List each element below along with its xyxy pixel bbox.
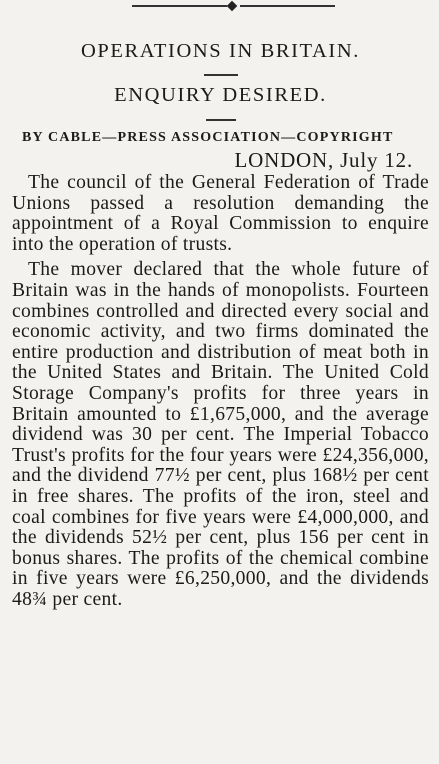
divider-ornament-icon bbox=[227, 1, 238, 12]
article-paragraph-2: The mover declared that the whole future of Britain was in the hands of monopolists. Fourteen combines controlled and directed every social and economic activity, and two firms dominated the entire production and distribution of meat both in the United States and Britain. The United Cold Storage Company's profits for three years in Britain amounted to £1,675,000, and the average dividend was 30 per cent. The Imperial Tobacco Trust's profits for the four years were £24,356,000, and the dividend 77½ per cent, plus 168½ per cent in free shares. The profits of the iron, steel and coal combines for five years were £4,000,000, and the dividends 52½ per cent, plus 156 per cent in bonus shares. The profits of the chemical combine in five years were £6,250,000, and the dividends 48¾ per cent. bbox=[12, 259, 429, 610]
divider-line-left bbox=[132, 5, 227, 7]
headline-divider bbox=[204, 74, 238, 76]
ornamental-divider bbox=[12, 0, 429, 14]
subheadline: ENQUIRY DESIRED. bbox=[114, 84, 327, 106]
subheadline-divider bbox=[206, 119, 236, 121]
byline: BY CABLE—PRESS ASSOCIATION—COPYRIGHT bbox=[22, 130, 394, 145]
divider-line-right bbox=[240, 5, 335, 7]
headline: OPERATIONS IN BRITAIN. bbox=[81, 40, 360, 62]
dateline: LONDON, July 12. bbox=[234, 148, 413, 172]
article-paragraph-1: The council of the General Federation of Trade Unions passed a resolution demanding the appointment of a Royal Commission to enquire into the operation of trusts. bbox=[12, 172, 429, 255]
